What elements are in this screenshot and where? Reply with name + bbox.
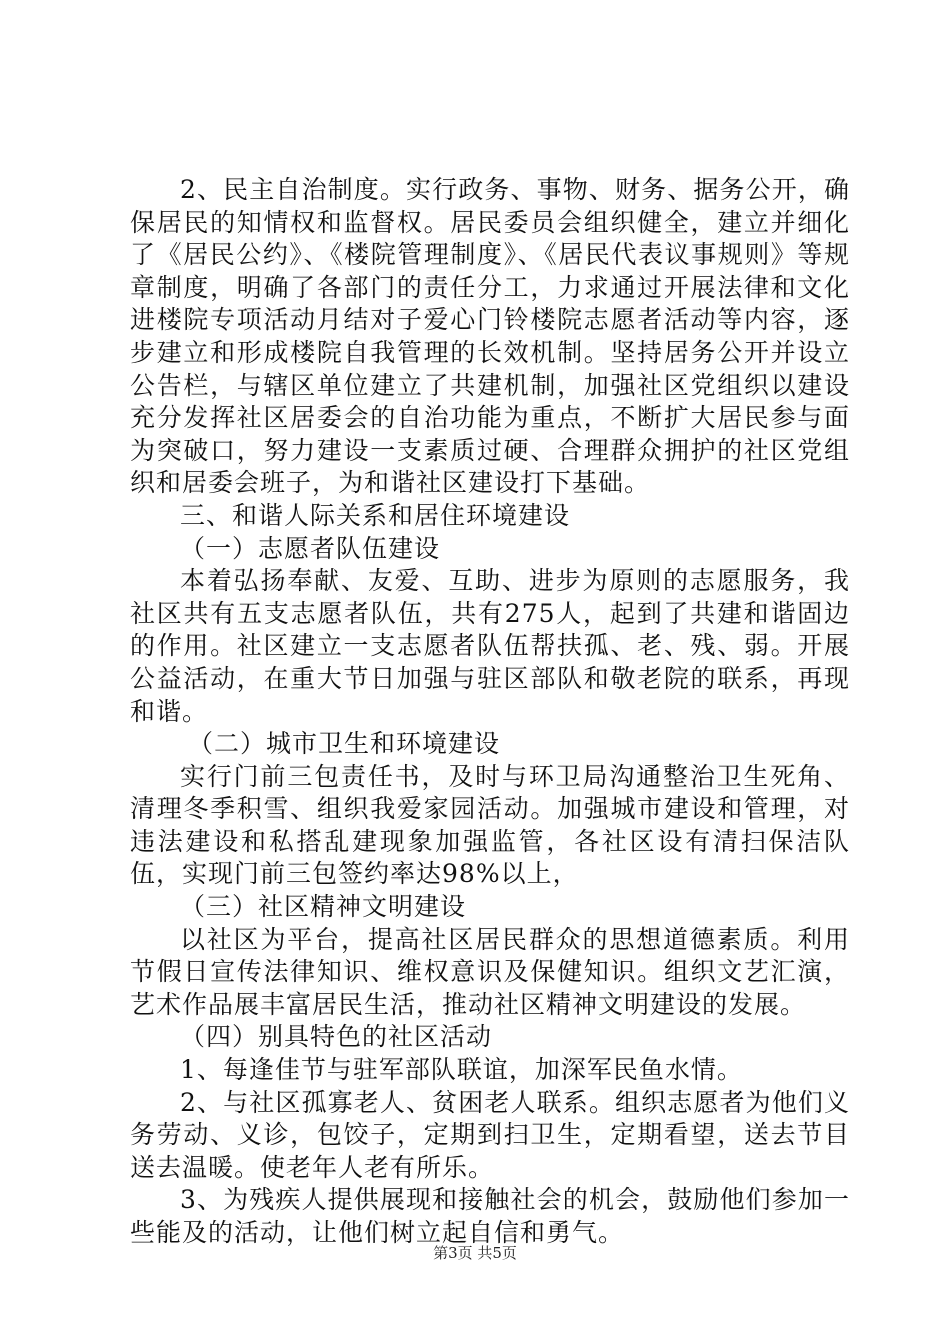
subheading-spiritual-civilization: （三）社区精神文明建设	[180, 892, 467, 922]
section-heading-harmony: 三、和谐人际关系和居住环境建设	[180, 500, 571, 530]
subheading-city-sanitation: （二）城市卫生和环境建设	[188, 729, 501, 759]
subheading-community-activities: （四）别具特色的社区活动	[180, 1022, 493, 1052]
list-item-disabled-support: 3、为残疾人提供展现和接触社会的机会，鼓励他们参加一些能及的活动，让他们树立起自信和勇气。	[130, 1185, 850, 1247]
subheading-volunteer-team: （一）志愿者队伍建设	[180, 533, 441, 563]
list-item-elderly-care: 2、与社区孤寡老人、贫困老人联系。组织志愿者为他们义务劳动、义诊，包饺子，定期到扫卫生，定期看望，送去节目送去温暖。使老年人老有所乐。	[130, 1087, 850, 1182]
paragraph-spiritual-civilization: 以社区为平台，提高社区居民群众的思想道德素质。利用节假日宣传法律知识、维权意识及保健知识。组织文艺汇演，艺术作品展丰富居民生活，推动社区精神文明建设的发展。	[130, 924, 850, 1019]
paragraph-volunteer-team: 本着弘扬奉献、友爱、互助、进步为原则的志愿服务，我社区共有五支志愿者队伍，共有275人，起到了共建和谐固边的作用。社区建立一支志愿者队伍帮扶孤、老、残、弱。开展公益活动，在重大节日加强与驻区部队和敬老院的联系，再现和谐。	[130, 566, 850, 726]
paragraph-democratic-autonomy: 2、民主自治制度。实行政务、事物、财务、据务公开，确保居民的知情权和监督权。居民委员会组织健全，建立并细化了《居民公约》、《楼院管理制度》、《居民代表议事规则》等规章制度，明确了各部门的责任分工，力求通过开展法律和文化进楼院专项活动月结对子爱心门铃楼院志愿者活动等内容，逐步建立和形成楼院自我管理的长效机制。坚持居务公开并设立公告栏，与辖区单位建立了共建机制，加强社区党组织以建设充分发挥社区居委会的自治功能为重点，不断扩大居民参与面为突破口，努力建设一支素质过硬、合理群众拥护的社区党组织和居委会班子，为和谐社区建设打下基础。	[130, 175, 850, 498]
list-item-festival-activity: 1、每逢佳节与驻军部队联谊，加深军民鱼水情。	[180, 1055, 743, 1085]
document-body	[130, 174, 850, 1250]
page-number-footer: 第3页 共5页	[433, 1244, 517, 1262]
paragraph-city-sanitation: 实行门前三包责任书，及时与环卫局沟通整治卫生死角、清理冬季积雪、组织我爱家园活动。加强城市建设和管理，对违法建设和私搭乱建现象加强监管，各社区设有清扫保洁队伍，实现门前三包签约率达98%以上，	[130, 761, 850, 889]
